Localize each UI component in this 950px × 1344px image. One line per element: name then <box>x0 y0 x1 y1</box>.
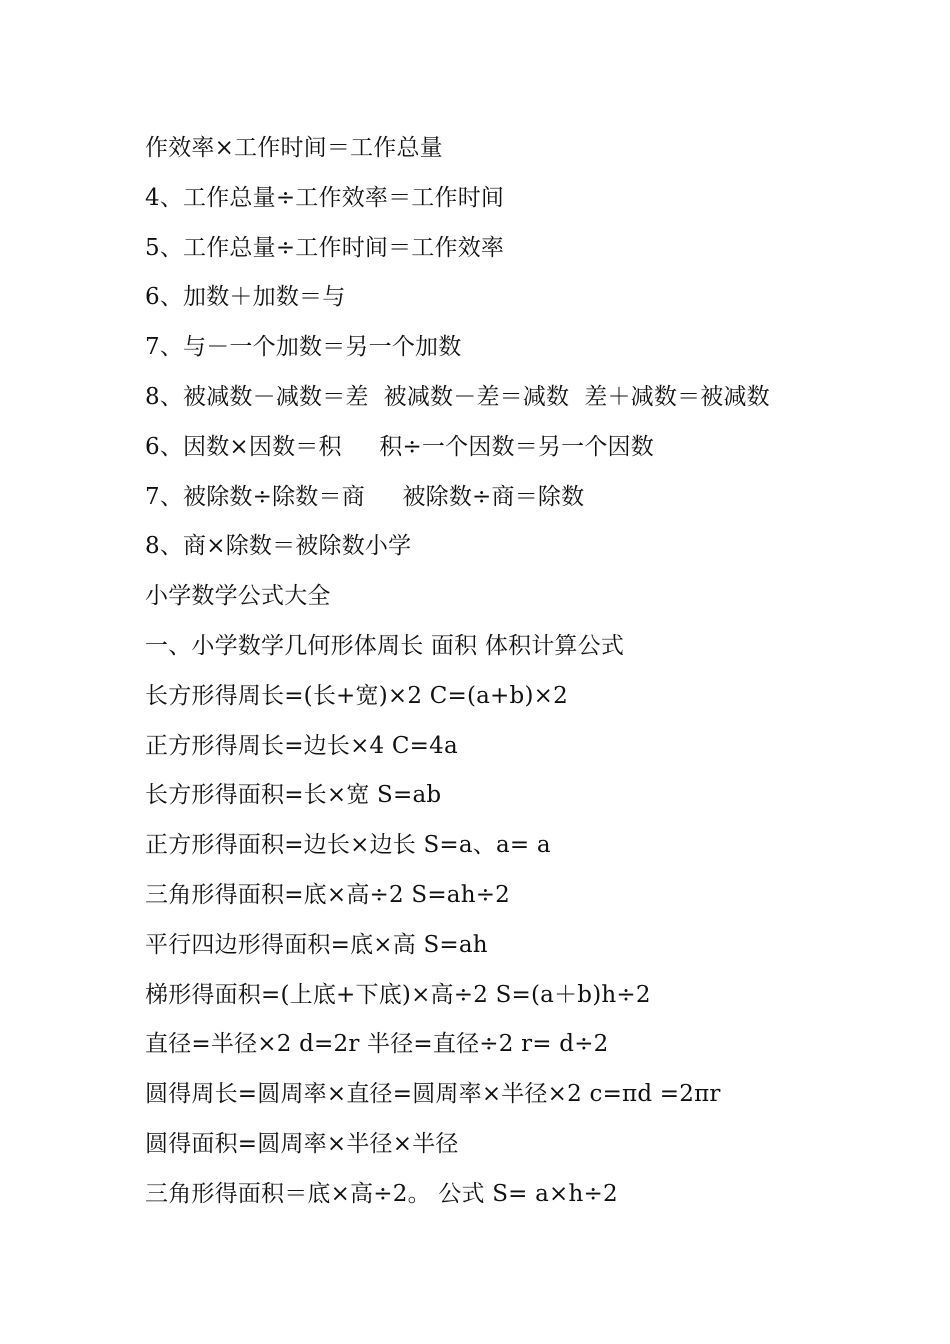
text-line: 5、工作总量÷工作时间＝工作效率 <box>145 234 505 261</box>
formula-line: 平行四边形得面积=底×高 S=ah <box>145 931 488 958</box>
text-line: 6、因数×因数＝积 积÷一个因数＝另一个因数 <box>145 433 654 460</box>
formula-line: 正方形得周长=边长×4 C=4a <box>145 732 458 759</box>
text-line: 7、与－一个加数＝另一个加数 <box>145 334 462 361</box>
formula-line: 梯形得面积=(上底+下底)×高÷2 S=(a＋b)h÷2 <box>145 981 651 1008</box>
text-line: 作效率×工作时间＝工作总量 <box>145 135 443 161</box>
formula-line: 直径=半径×2 d=2r 半径=直径÷2 r= d÷2 <box>145 1031 609 1058</box>
section-title: 小学数学公式大全 <box>145 583 331 610</box>
formula-line: 长方形得周长=(长+宽)×2 C=(a+b)×2 <box>145 682 568 709</box>
text-line: 7、被除数÷除数＝商 被除数÷商＝除数 <box>145 483 585 510</box>
formula-line: 圆得面积=圆周率×半径×半径 <box>145 1130 459 1157</box>
formula-line: 长方形得面积=长×宽 S=ab <box>145 782 442 809</box>
formula-line: 三角形得面积=底×高÷2 S=ah÷2 <box>145 881 511 908</box>
text-line: 8、商×除数＝被除数小学 <box>145 533 412 560</box>
text-line: 4、工作总量÷工作效率＝工作时间 <box>145 184 505 211</box>
formula-line: 正方形得面积=边长×边长 S=a、a= a <box>145 832 551 859</box>
formula-line: 三角形得面积＝底×高÷2。 公式 S= a×h÷2 <box>145 1180 618 1207</box>
section-heading: 一、小学数学几何形体周长 面积 体积计算公式 <box>145 632 625 659</box>
formula-line: 圆得周长=圆周率×直径=圆周率×半径×2 c=πd =2πr <box>145 1081 721 1108</box>
text-line: 8、被减数－减数＝差 被减数－差＝减数 差＋减数＝被减数 <box>145 383 770 410</box>
document-body <box>145 124 925 1220</box>
text-line: 6、加数＋加数＝与 <box>145 284 346 311</box>
